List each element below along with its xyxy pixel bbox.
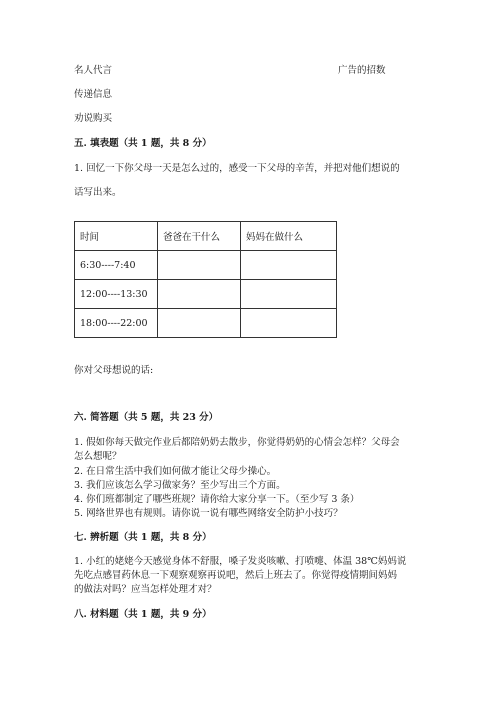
row3-father-cell[interactable] bbox=[158, 309, 241, 338]
matching-left-3: 劝说购买 bbox=[74, 113, 113, 124]
row3-time: 18:00----22:00 bbox=[75, 309, 158, 338]
header-father: 爸爸在干什么 bbox=[158, 222, 241, 251]
section5-prompt: 你对父母想说的话: bbox=[74, 365, 154, 376]
section8-heading: 八. 材料题（共 1 题，共 9 分） bbox=[74, 609, 212, 620]
section6-line3: 2. 在日常生活中我们如何做才能让父母少操心。 bbox=[74, 466, 277, 477]
row1-time: 6:30----7:40 bbox=[75, 251, 158, 280]
header-time: 时间 bbox=[75, 222, 158, 251]
section5-question-line1: 1. 回忆一下你父母一天是怎么过的，感受一下父母的辛苦，并把对他们想说的 bbox=[74, 163, 400, 174]
header-mother: 妈妈在做什么 bbox=[241, 222, 337, 251]
row1-mother-cell[interactable] bbox=[241, 251, 337, 280]
table-row bbox=[75, 251, 337, 280]
section7-line3: 的做法对吗？应当怎样处理才对？ bbox=[74, 584, 217, 595]
matching-right-1: 广告的招数 bbox=[338, 65, 386, 76]
matching-left-1: 名人代言 bbox=[74, 65, 113, 76]
section5-question-line2: 话写出来。 bbox=[74, 187, 122, 198]
section7-line1: 1. 小红的姥姥今天感觉身体不舒服，嗓子发炎咳嗽、打喷嚏、体温 38℃妈妈说 bbox=[74, 556, 407, 567]
section7-line2: 先吃点感冒药休息一下观察观察再说吧，然后上班去了。你觉得疫情期间妈妈 bbox=[74, 570, 398, 581]
table-header-row bbox=[75, 222, 337, 251]
table-row bbox=[75, 309, 337, 338]
row2-time: 12:00----13:30 bbox=[75, 280, 158, 309]
section6-line5: 4. 你们班都制定了哪些班规？请你给大家分享一下。（至少写 3 条） bbox=[74, 494, 360, 505]
section6-line2: 怎么想呢？ bbox=[74, 451, 122, 462]
section5-heading: 五. 填表题（共 1 题，共 8 分） bbox=[74, 138, 212, 149]
table-row bbox=[75, 280, 337, 309]
section6-line6: 5. 网络世界也有规则。请你说一说有哪些网络安全防护小技巧？ bbox=[74, 508, 343, 519]
section6-line1: 1. 假如你每天做完作业后都陪奶奶去散步，你觉得奶奶的心情会怎样？父母会 bbox=[74, 437, 400, 448]
matching-left-2: 传递信息 bbox=[74, 89, 113, 100]
parent-day-table bbox=[74, 221, 337, 338]
row2-father-cell[interactable] bbox=[158, 280, 241, 309]
row3-mother-cell[interactable] bbox=[241, 309, 337, 338]
row2-mother-cell[interactable] bbox=[241, 280, 337, 309]
row1-father-cell[interactable] bbox=[158, 251, 241, 280]
section7-heading: 七. 辨析题（共 1 题，共 8 分） bbox=[74, 532, 212, 543]
section6-line4: 3. 我们应该怎么学习做家务？至少写出三个方面。 bbox=[74, 480, 286, 491]
section6-heading: 六. 简答题（共 5 题，共 23 分） bbox=[74, 412, 219, 423]
